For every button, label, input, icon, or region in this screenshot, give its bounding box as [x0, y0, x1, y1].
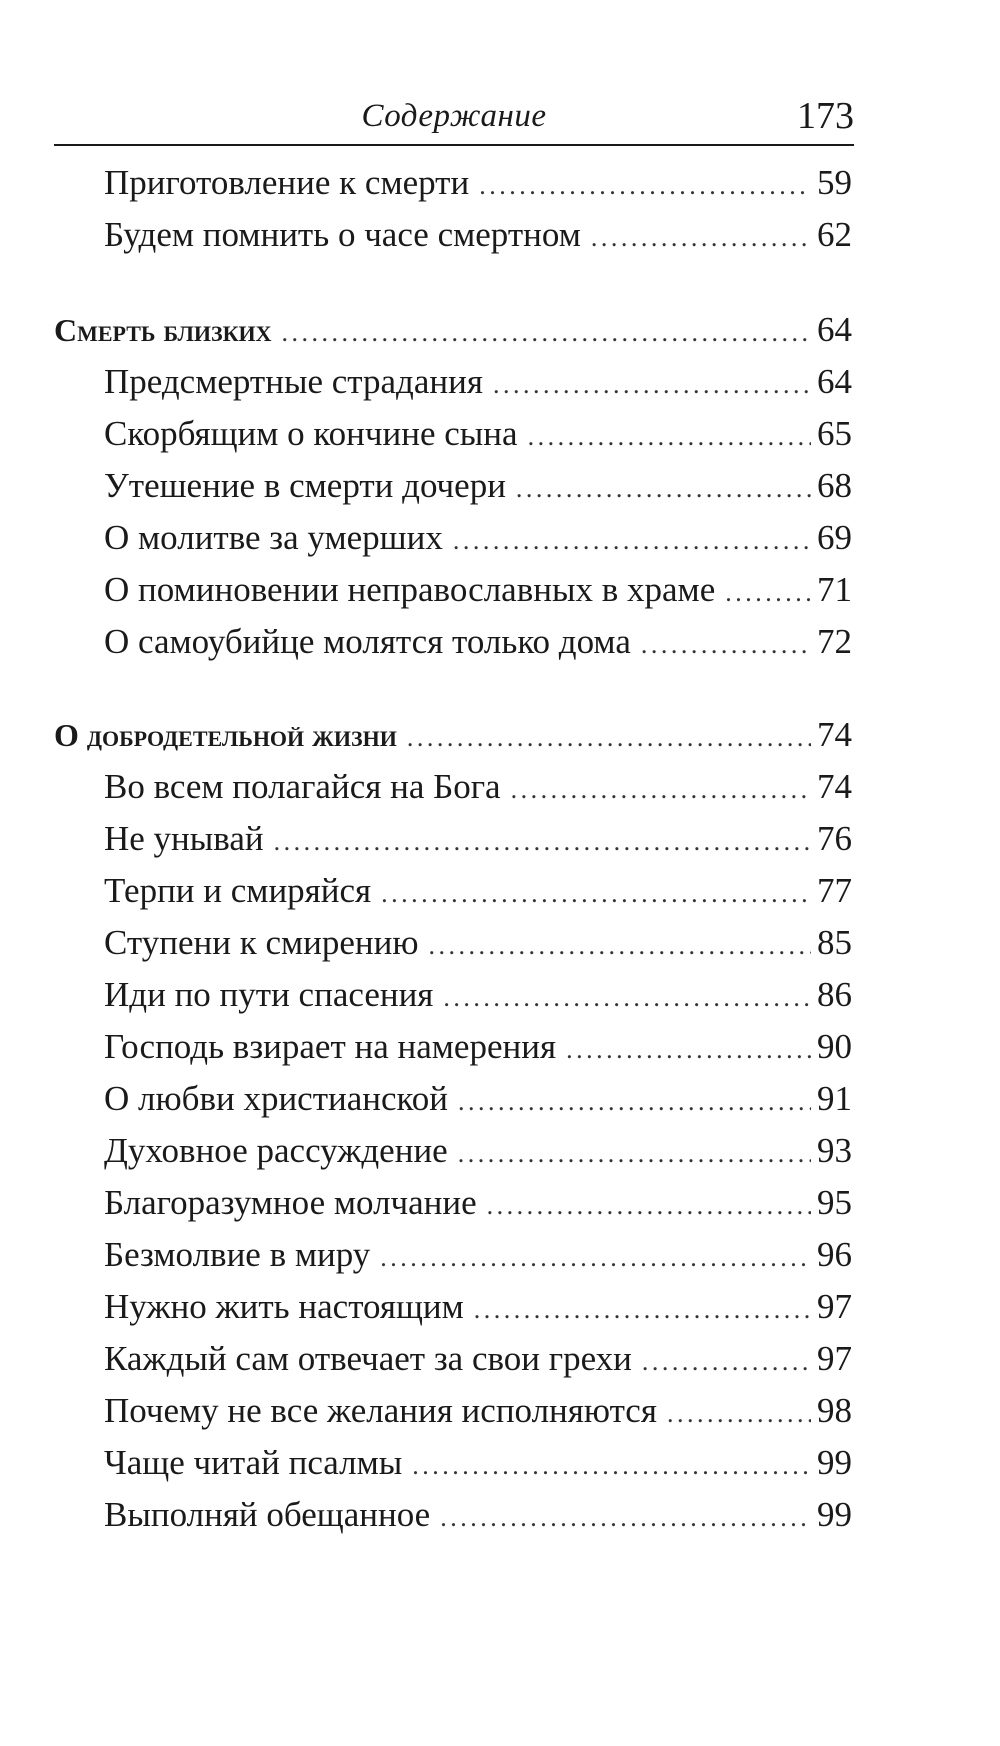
dot-leader	[282, 308, 811, 358]
dot-leader	[453, 516, 811, 566]
toc-entry-row	[54, 1126, 852, 1176]
toc-entry-row	[54, 1438, 852, 1488]
toc-entry-row	[54, 762, 852, 812]
toc-entry-row	[54, 210, 852, 260]
toc-page-number: 90	[817, 1027, 852, 1066]
toc-entry-title: Господь взирает на намерения	[104, 1027, 557, 1066]
dot-leader	[407, 713, 811, 763]
toc-entry-title: Не унывай	[104, 819, 264, 858]
toc-entry-title: Чаще читай псалмы	[104, 1443, 403, 1482]
dot-leader	[667, 1389, 811, 1439]
toc-entry-title: О самоубийце молятся только дома	[104, 622, 631, 661]
toc-page-number: 77	[817, 871, 852, 910]
toc-entry-title: О молитве за умерших	[104, 518, 443, 557]
dot-leader	[566, 1025, 811, 1075]
dot-leader	[487, 1181, 811, 1231]
toc-entry-title: Утешение в смерти дочери	[104, 466, 506, 505]
toc-page-number: 72	[817, 622, 852, 661]
dot-leader	[516, 464, 811, 514]
toc-entry-title: Выполняй обещанное	[104, 1495, 431, 1534]
toc-page-number: 93	[817, 1131, 852, 1170]
toc-entry-title: Нужно жить настоящим	[104, 1287, 464, 1326]
dot-leader	[511, 765, 811, 815]
toc-page-number: 98	[817, 1391, 852, 1430]
toc-entry-title: Ступени к смирению	[104, 923, 419, 962]
toc-entry-title: Во всем полагайся на Бога	[104, 767, 501, 806]
toc-page-number: 99	[817, 1495, 852, 1534]
toc-page-number: 91	[817, 1079, 852, 1118]
toc-entry-row	[54, 1178, 852, 1228]
dot-leader	[725, 568, 811, 618]
dot-leader	[458, 1129, 811, 1179]
toc-entry-title: Иди по пути спасения	[104, 975, 434, 1014]
dot-leader	[381, 869, 811, 919]
toc-entry-row	[54, 1490, 852, 1540]
toc-entry-title: О поминовении неправославных в храме	[104, 570, 716, 609]
dot-leader	[440, 1493, 811, 1543]
dot-leader	[458, 1077, 811, 1127]
toc-page-number: 64	[817, 362, 852, 401]
toc-page-number: 64	[817, 310, 852, 349]
running-head	[54, 88, 854, 146]
toc-section-row	[54, 710, 852, 760]
toc-entry-row	[54, 617, 852, 667]
toc-entry-title: О любви христианской	[104, 1079, 449, 1118]
page-number: 173	[797, 95, 854, 137]
toc-entry-row	[54, 970, 852, 1020]
toc-page-number: 69	[817, 518, 852, 557]
toc-entry-title: Скорбящим о кончине сына	[104, 414, 518, 453]
dot-leader	[274, 817, 811, 867]
toc-entry-row	[54, 1230, 852, 1280]
toc-page-number: 96	[817, 1235, 852, 1274]
dot-leader	[474, 1285, 811, 1335]
toc-entry-title: Будем помнить о часе смертном	[104, 215, 581, 254]
dot-leader	[642, 1337, 811, 1387]
toc-section-row	[54, 305, 852, 355]
toc-entry-row	[54, 565, 852, 615]
dot-leader	[429, 921, 811, 971]
toc-page-number: 97	[817, 1287, 852, 1326]
toc-entry-row	[54, 1022, 852, 1072]
toc-entry-title: Терпи и смиряйся	[104, 871, 372, 910]
dot-leader	[412, 1441, 811, 1491]
toc-page-number: 74	[817, 715, 852, 754]
toc-page-number: 65	[817, 414, 852, 453]
toc-entry-row	[54, 918, 852, 968]
toc-page-number: 97	[817, 1339, 852, 1378]
toc-page-number: 74	[817, 767, 852, 806]
toc-entry-title: Предсмертные страдания	[104, 362, 483, 401]
toc-entry-row	[54, 409, 852, 459]
toc-entry-title: Приготовление к смерти	[104, 163, 470, 202]
toc-entry-title: Духовное рассуждение	[104, 1131, 448, 1170]
toc-page-number: 99	[817, 1443, 852, 1482]
toc-entry-title: Почему не все желания исполняются	[104, 1391, 657, 1430]
toc-page-number: 76	[817, 819, 852, 858]
running-title: Содержание	[361, 98, 547, 134]
toc-entry-row	[54, 461, 852, 511]
toc-entry-row	[54, 1282, 852, 1332]
toc-entry-row	[54, 158, 852, 208]
toc-page-number: 86	[817, 975, 852, 1014]
toc-entry-title: Каждый сам отвечает за свои грехи	[104, 1339, 632, 1378]
dot-leader	[591, 213, 811, 263]
dot-leader	[380, 1233, 811, 1283]
toc-page-number: 71	[817, 570, 852, 609]
toc-page-number: 59	[817, 163, 852, 202]
toc-section-title: Смерть близких	[54, 312, 272, 348]
toc-page-number: 95	[817, 1183, 852, 1222]
dot-leader	[443, 973, 811, 1023]
dot-leader	[493, 360, 811, 410]
toc-entry-row	[54, 1074, 852, 1124]
toc-page-number: 62	[817, 215, 852, 254]
toc-entry-row	[54, 1386, 852, 1436]
dot-leader	[528, 412, 811, 462]
toc-entry-title: Благоразумное молчание	[104, 1183, 477, 1222]
toc-entry-row	[54, 866, 852, 916]
toc-entry-row	[54, 814, 852, 864]
toc-page-number: 68	[817, 466, 852, 505]
toc-entry-row	[54, 513, 852, 563]
dot-leader	[641, 620, 811, 670]
toc-entry-row	[54, 1334, 852, 1384]
toc-entry-row	[54, 357, 852, 407]
toc-entry-title: Безмолвие в миру	[104, 1235, 371, 1274]
toc-page-number: 85	[817, 923, 852, 962]
dot-leader	[479, 161, 811, 211]
toc-section-title: О добродетельной жизни	[54, 717, 397, 753]
